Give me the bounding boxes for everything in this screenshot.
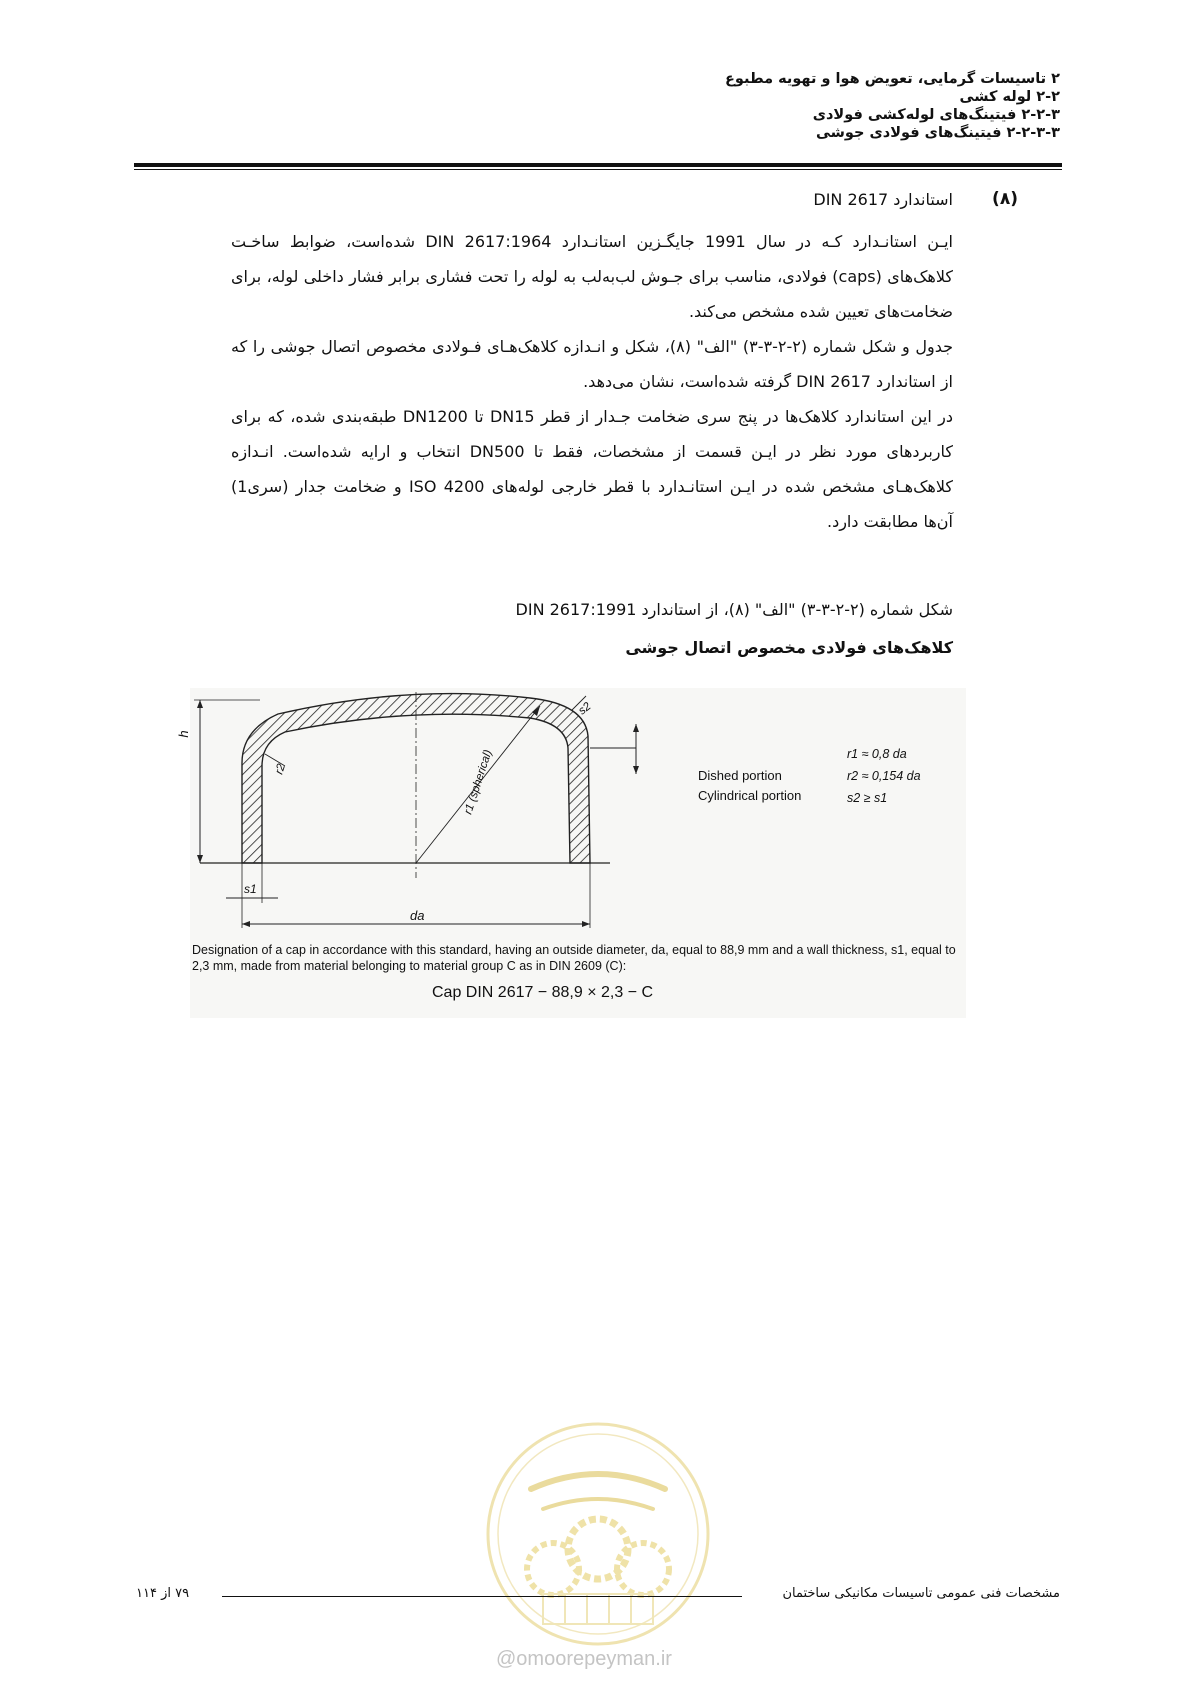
website-watermark: @omoorepeyman.ir [496,1648,672,1670]
cap-drawing [176,688,966,1018]
cap-drawing-svg [176,688,966,938]
label-s2: s2 [576,700,594,718]
paragraph: ایـن استانـدارد کـه در سال 1991 جایگـزین استانـدارد DIN 2617:1964 شده‌است، ضوابط ساخـت کلاهک‌های (caps) فولادی، مناسب برای جـوش لب‌به‌لب به لوله را تحت فشاری برابر فشار داخلی لوله، برای ضخامت‌های تعیین شده مشخص می‌کند. [231,232,953,321]
footer-rule [222,1596,742,1597]
label-r2: r2 [273,762,289,776]
label-h: h [176,730,191,738]
organization-seal-logo [483,1419,713,1649]
designation-note: Designation of a cap in accordance with this standard, having an outside diameter, da, equal to 88,9 mm and a wall thickness, s1, equal to 2,3 mm, made from material belonging to material group C as in DIN 2609 (C): [192,943,956,973]
header-line-4: ۲-۲-۳-۳ فیتینگ‌های فولادی جوشی [815,125,1060,141]
label-cylindrical: Cylindrical portion [698,788,802,803]
header-rule-thick [134,163,1062,167]
page-number: ۷۹ از ۱۱۴ [136,1586,190,1601]
figure-subtitle: کلاهک‌های فولادی مخصوص اتصال جوشی [625,638,953,657]
label-r1: r1 (spherical) [462,748,495,816]
footer-title: مشخصات فنی عمومی تاسیسات مکانیکی ساختمان [782,1586,1060,1601]
paragraph: در این استاندارد کلاهک‌ها در پنج سری ضخامت جـدار از قطر DN15 تا DN1200 طبقه‌بندی شده، که برای کاربردهای مورد نظر در ایـن قسمت از مشخصات، فقط تا DN500 انتخاب و ارایه شده‌است. انـدازه کلاهک‌هـای مشخص شده در ایـن استانـدارد با قطر خارجی لوله‌های ISO 4200 و ضخامت جدار (سری1) آن‌ها مطابقت دارد. [231,407,954,531]
header-line-1: ۲ تاسیسات گرمایی، تعویض هوا و تهویه مطبوع [725,71,1060,87]
label-dished: Dished portion [698,768,782,783]
paragraph: جدول و شکل شماره (۲-۲-۳-۳) "الف" (۸)، شکل و انـدازه کلاهک‌هـای فـولادی مخصوص اتصال جوشی را که از استاندارد DIN 2617 گرفته شده‌است، نشان می‌دهد. [231,337,954,391]
label-da: da [410,908,425,923]
label-eq2: r2 ≈ 0,154 da [847,769,921,783]
label-eq3: s2 ≥ s1 [847,791,888,805]
header-rule-thin [134,169,1062,170]
label-eq1: r1 ≈ 0,8 da [847,747,907,761]
document-header [360,70,1060,142]
designation-example: Cap DIN 2617 − 88,9 × 2,3 − C [432,984,654,1001]
header-line-2: ۲-۲ لوله کشی [959,89,1060,105]
r2-leader [265,754,285,766]
header-line-3: ۲-۲-۳ فیتینگ‌های لوله‌کشی فولادی [812,107,1060,123]
figure-caption: شکل شماره (۲-۲-۳-۳) "الف" (۸)، از استاندارد DIN 2617:1991 [515,600,953,619]
section-body [231,224,953,539]
label-s1: s1 [244,882,257,896]
section-title: استاندارد DIN 2617 [813,190,953,209]
section-number: (۸) [992,189,1018,209]
